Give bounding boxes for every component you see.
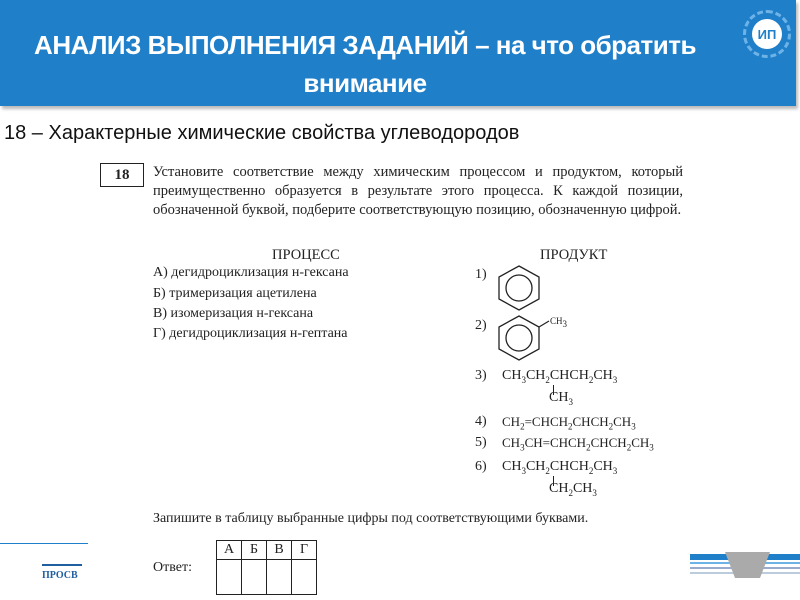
product-number: 5) [475,435,487,450]
footer-logo: ПРОСВ [42,570,78,581]
process-item: А) дегидроциклизация н-гексана [153,265,349,280]
product-branch: $CH_3$ [549,390,573,407]
answer-cell[interactable] [217,560,242,595]
product-number: 2) [475,318,487,333]
footer-line [0,543,88,544]
institute-logo-icon [743,10,791,58]
answer-cell[interactable] [292,560,317,595]
process-item: Б) тримеризация ацетилена [153,286,317,301]
product-formula: $CH_3CH_2CHCH_2CH_3$ [502,368,618,385]
header-banner [0,0,796,106]
product-branch: $CH_2CH_3$ [549,481,597,498]
answer-label: Ответ: [153,560,192,575]
benzene-structure-icon [495,264,555,314]
answer-header: Б [242,541,267,560]
answer-cell[interactable] [267,560,292,595]
product-heading: ПРОДУКТ [540,247,608,263]
product-formula: $CH_3CH_2CHCH_2CH_3$ [502,459,618,476]
decorative-stripes-icon [690,552,800,578]
product-number: 4) [475,414,487,429]
process-heading: ПРОЦЕСС [272,247,340,263]
instruction-text: Запишите в таблицу выбранные цифры под соответствующими буквами. [153,511,589,526]
task-number: 18 [100,163,144,187]
slide-title: АНАЛИЗ ВЫПОЛНЕНИЯ ЗАДАНИЙ – на что обратить внимание [34,30,696,98]
footer-line [42,564,82,566]
answer-table [216,540,317,595]
methyl-label: $CH_3$ [550,316,568,329]
answer-header: А [217,541,242,560]
product-formula: $CH_3CH=CHCH_2CHCH_2CH_3$ [502,435,654,453]
product-formula: $CH_2=CHCH_2CHCH_2CH_3$ [502,414,636,432]
product-number: 1) [475,267,487,282]
section-subtitle: 18 – Характерные химические свойства углеводородов [4,122,520,144]
process-item: В) изомеризация н-гексана [153,306,314,321]
task-question: Установите соответствие между химическим процессом и продуктом, который преимущественно образуется в результате этого процесса. К каждой позиции, обозначенной буквой, подберите соответствующую позицию, обозначенную цифрой. [153,164,683,218]
answer-header: В [267,541,292,560]
product-number: 3) [475,368,487,383]
logo-text: ИП [752,19,782,49]
answer-header: Г [292,541,317,560]
toluene-structure-icon [495,314,555,364]
answer-cell[interactable] [242,560,267,595]
process-item: Г) дегидроциклизация н-гептана [153,326,348,341]
product-number: 6) [475,459,487,474]
